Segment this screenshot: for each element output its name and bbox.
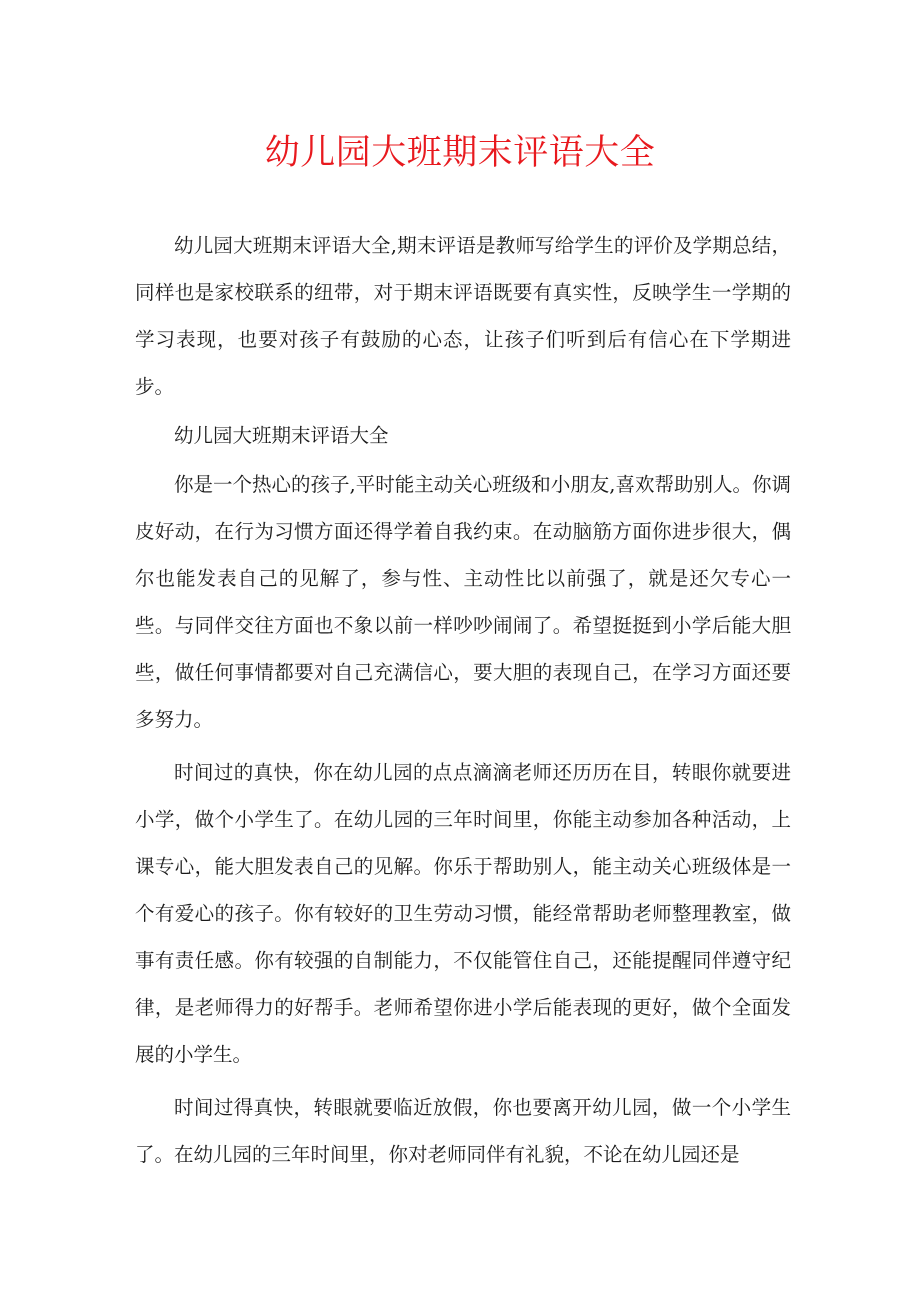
intro-paragraph: 幼儿园大班期末评语大全,期末评语是教师写给学生的评价及学期总结，同样也是家校联系的纽带，对于期末评语既要有真实性，反映学生一学期的学习表现，也要对孩子有鼓励的心态，让孩子们听到后有信心在下学期进步。 bbox=[135, 234, 791, 398]
document-body bbox=[135, 222, 791, 1178]
comment-paragraph-3: 时间过得真快，转眼就要临近放假，你也要离开幼儿园，做一个小学生了。在幼儿园的三年时间里，你对老师同伴有礼貌，不论在幼儿园还是 bbox=[135, 1096, 791, 1166]
section-heading: 幼儿园大班期末评语大全 bbox=[174, 424, 389, 447]
comment-paragraph-1: 你是一个热心的孩子,平时能主动关心班级和小朋友,喜欢帮助别人。你调皮好动，在行为习惯方面还得学着自我约束。在动脑筋方面你进步很大，偶尔也能发表自己的见解了，参与性、主动性比以前强了，就是还欠专心一些。与同伴交往方面也不象以前一样吵吵闹闹了。希望挺挺到小学后能大胆些，做任何事情都要对自己充满信心，要大胆的表现自己，在学习方面还要多努力。 bbox=[135, 473, 791, 731]
comment-paragraph-2: 时间过的真快，你在幼儿园的点点滴滴老师还历历在目，转眼你就要进小学，做个小学生了。在幼儿园的三年时间里，你能主动参加各种活动，上课专心，能大胆发表自己的见解。你乐于帮助别人，能主动关心班级体是一个有爱心的孩子。你有较好的卫生劳动习惯，能经常帮助老师整理教室，做事有责任感。你有较强的自制能力，不仅能管住自己，还能提醒同伴遵守纪律，是老师得力的好帮手。老师希望你进小学后能表现的更好，做个全面发展的小学生。 bbox=[135, 761, 791, 1066]
document-title: 幼儿园大班期末评语大全 bbox=[264, 133, 656, 173]
